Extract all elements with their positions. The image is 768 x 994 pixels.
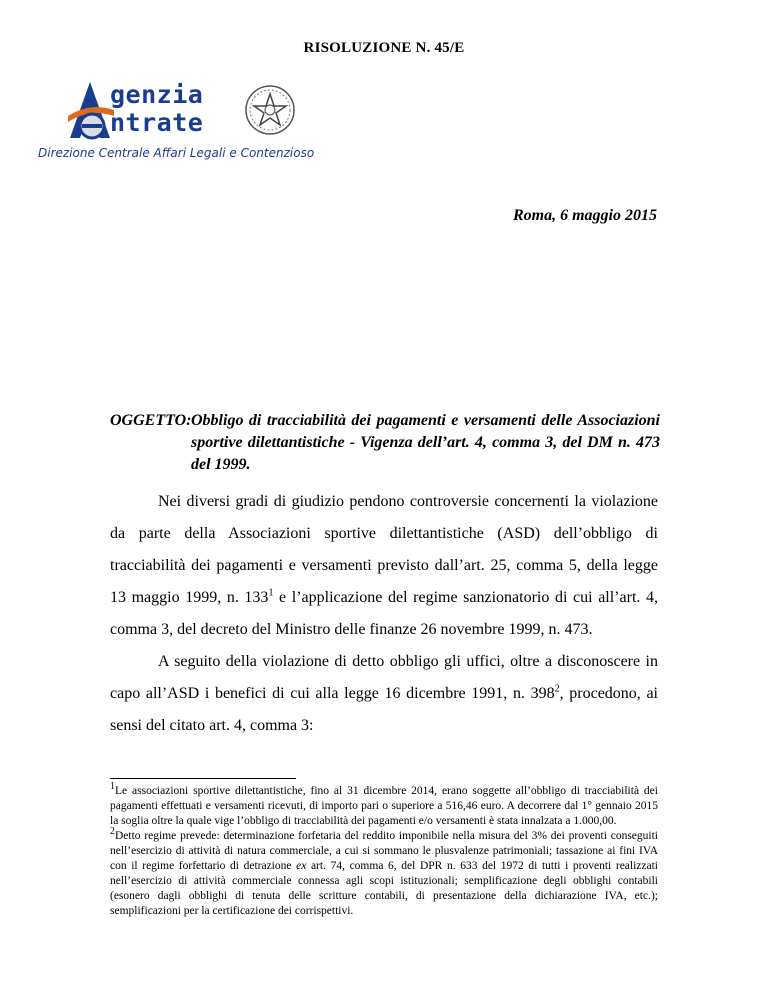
logo-line-entrate: ntrate: [110, 108, 204, 137]
paragraph-1: Nei diversi gradi di giudizio pendono controversie concernenti la violazione da parte della Associazioni sportive dilettantistiche (ASD) dell’obbligo di tracciabilità dei pagamenti e versamenti previsto dall’art. 25, comma 5, della legge 13 maggio 1999, n. $133^1$ e l’applicazione del regime sanzionatorio di cui all’art. 4, comma 3, del decreto del Ministro delle finanze 26 novembre 1999, n. 473.: [110, 493, 658, 638]
logo-line-agenzia: genzia: [110, 80, 204, 109]
body-text: [110, 486, 658, 742]
italian-republic-emblem-icon: [244, 84, 296, 136]
document-title: RISOLUZIONE N. 45/E: [303, 40, 465, 56]
footnotes: [110, 781, 658, 919]
footnote-ref-1: 1: [268, 587, 274, 599]
subject-label: OGGETTO:: [110, 412, 192, 429]
department-name: Direzione Centrale Affari Legali e Contenzioso: [38, 146, 315, 160]
footnote-ref-2: 2: [554, 683, 560, 695]
footnote-2: $^2$Detto regime prevede: determinazione forfetaria del reddito imponibile nella misura del 3% dei proventi conseguiti nell’esercizio di attività di natura commerciale, a cui si sommano le plusvalenze patrimoniali; tassazione ai fini IVA con il regime forfettario di detrazione ex art. 74, comma 6, del DPR n. 633 del 1972 di tutti i proventi realizzati nell’esercizio di attività commerciale connessa agli scopi istituzionali; semplificazione degli obblighi contabili (esonero dagli obblighi di tenuta delle scritture contabili, di presentazione della dichiarazione IVA, etc.); semplificazioni per la certificazione dei corrispettivi.: [110, 826, 658, 917]
paragraph-2: A seguito della violazione di detto obbligo gli uffici, oltre a disconoscere in capo all’ASD i benefici di cui alla legge 16 dicembre 1991, n. $398^2$, procedono, ai sensi del citato art. 4, comma 3:: [110, 653, 658, 734]
place-and-date: Roma, 6 maggio 2015: [512, 207, 657, 224]
subject-block: [110, 410, 660, 476]
footnote-1: $^1$Le associazioni sportive dilettantistiche, fino al 31 dicembre 2014, erano soggette all’obbligo di tracciabilità dei pagamenti effettuati e versamenti ricevuti, di importo pari o superiore a 516,46 euro. A decorrere dal 1° gennaio 2015 la soglia oltre la quale vige l’obbligo di tracciabilità dei pagamenti e/o versamenti è stata innalzata a 1.000,00.: [110, 781, 658, 827]
footnote-divider: [110, 778, 296, 779]
agenzia-entrate-logo: [66, 80, 298, 140]
subject-text: Obbligo di tracciabilità dei pagamenti e versamenti delle Associazioni sportive dilettantistiche - Vigenza dell’art. 4, comma 3, del DM n. 473 del 1999.: [191, 412, 660, 473]
